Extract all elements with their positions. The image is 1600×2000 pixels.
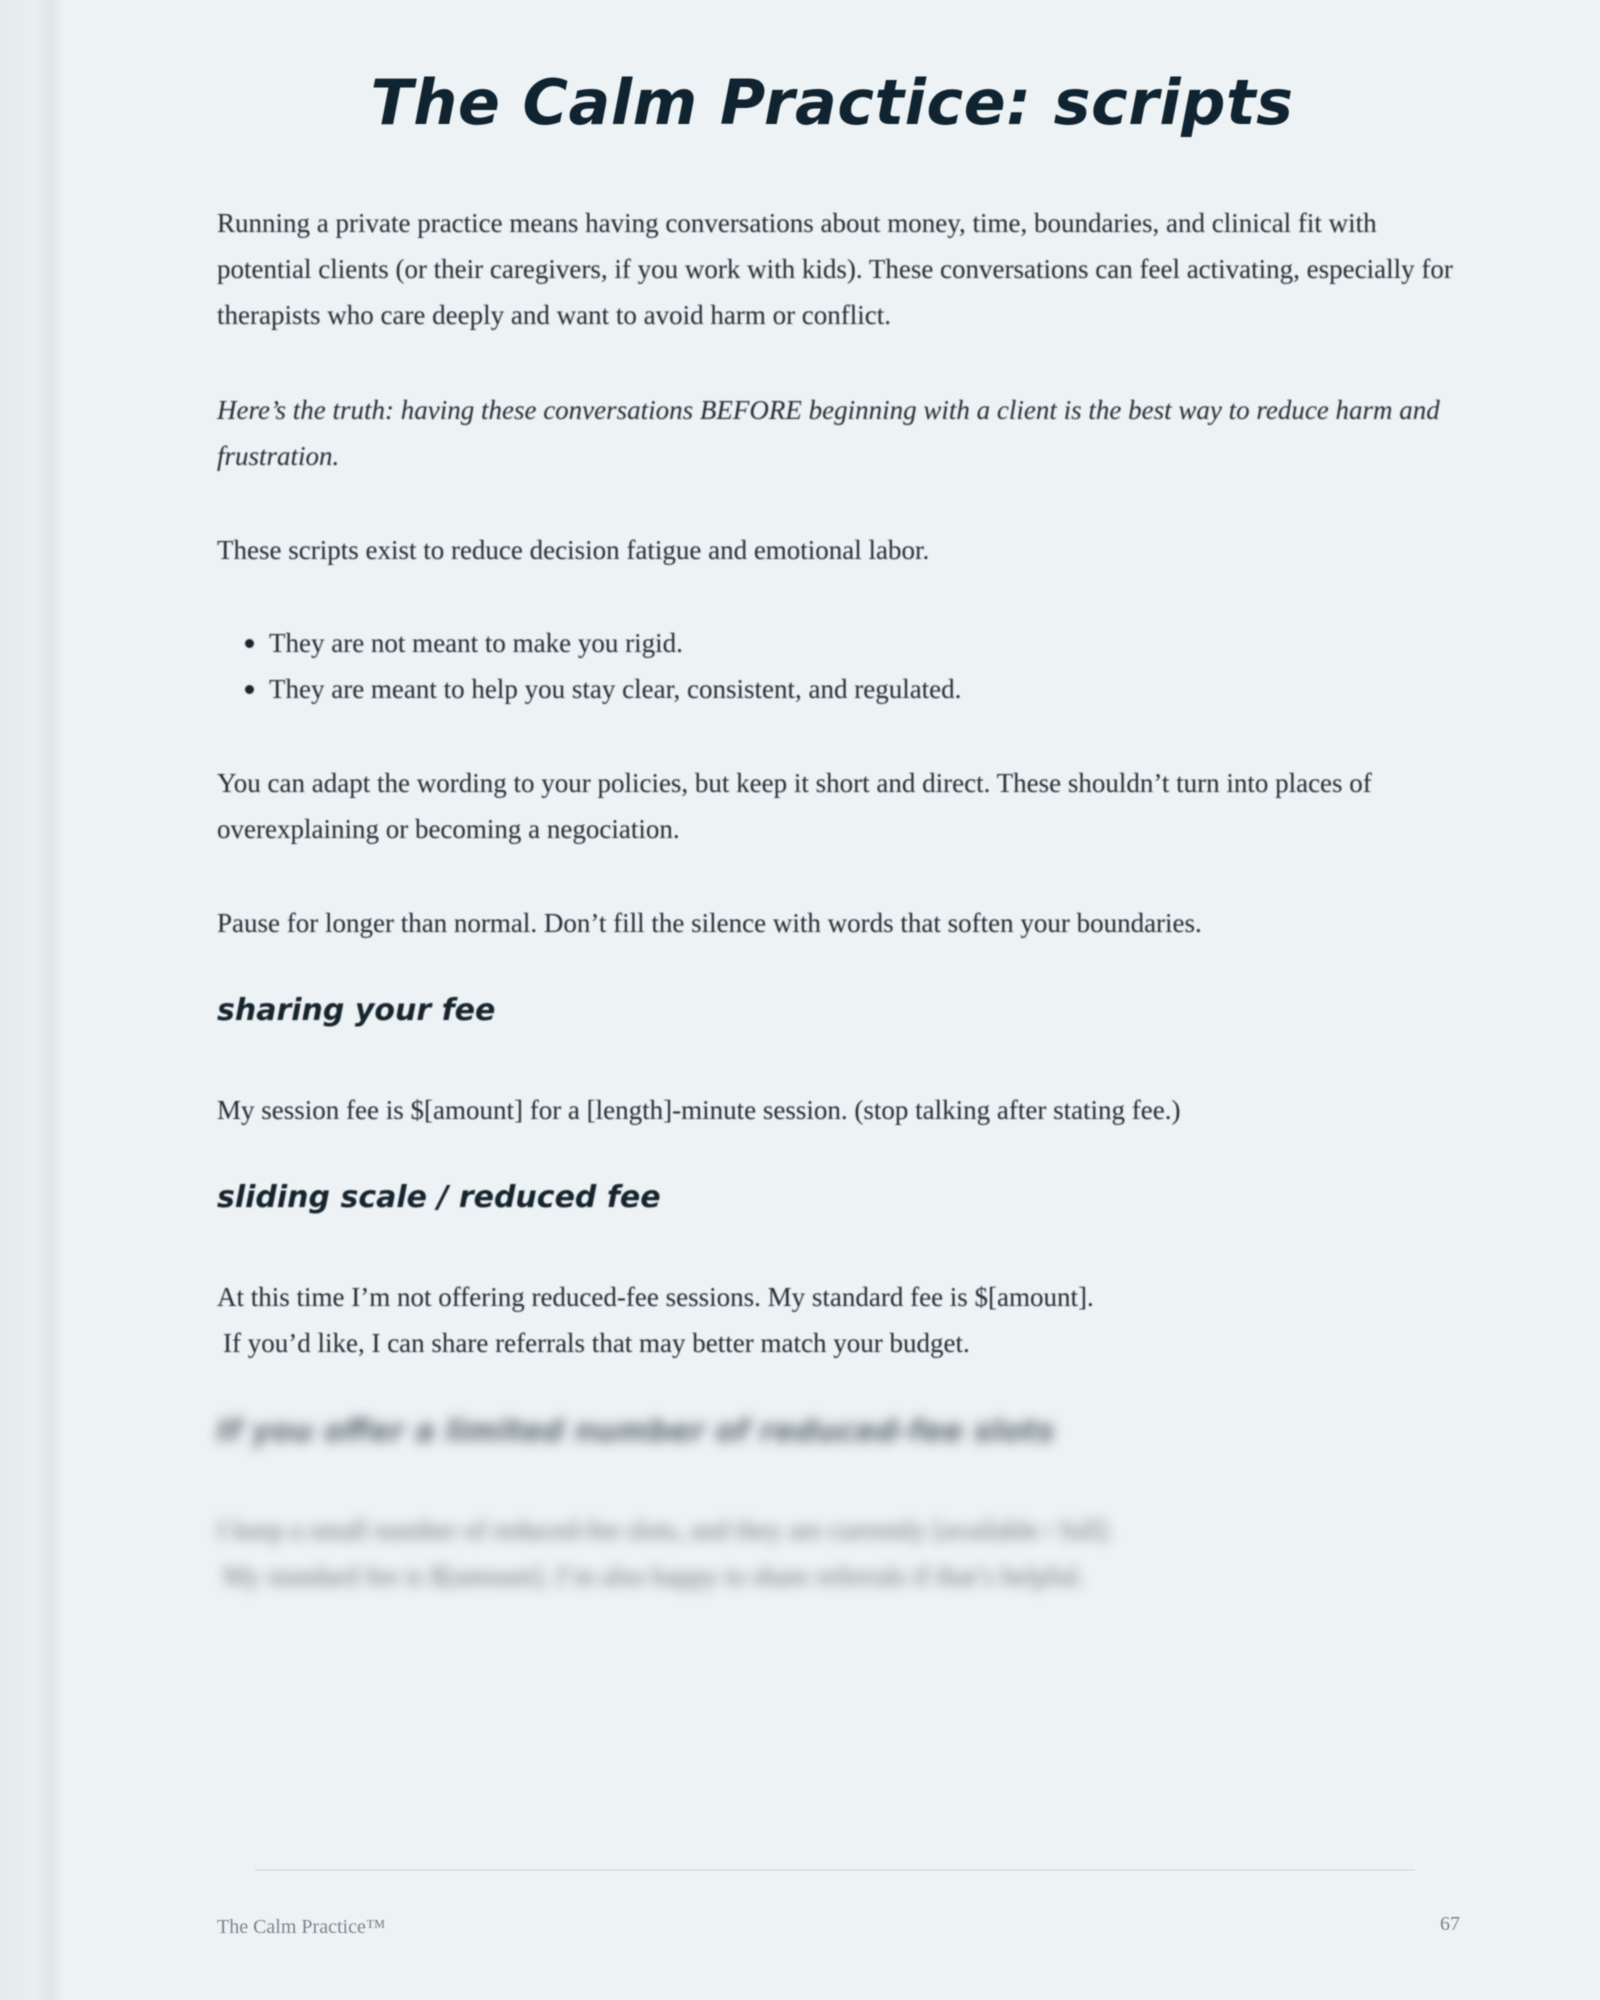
bullet-text: They are not meant to make you rigid.: [269, 628, 683, 658]
pause-paragraph: Pause for longer than normal. Don’t fill the silence with words that soften your boundaries.: [217, 908, 1202, 938]
reduced-slots-script-line-2: My standard fee is $[amount]. I’m also happy to share referrals if that’s helpful.: [223, 1561, 1085, 1591]
sharing-fee-script: My session fee is $[amount] for a [length]-minute session. (stop talking after stating fee.): [217, 1095, 1181, 1125]
purpose-paragraph: These scripts exist to reduce decision fatigue and emotional labor.: [217, 535, 930, 565]
footer-brand: The Calm Practice™: [217, 1916, 386, 1938]
bullet-icon: [245, 685, 254, 694]
bullet-icon: [245, 639, 254, 648]
bullet-text: They are meant to help you stay clear, consistent, and regulated.: [269, 674, 962, 704]
adapt-paragraph: You can adapt the wording to your policies, but keep it short and direct. These shouldn’t turn into places of overexplaining or becoming a negociation.: [217, 768, 1372, 844]
sliding-scale-script-line-1: At this time I’m not offering reduced-fee sessions. My standard fee is $[amount].: [217, 1282, 1094, 1312]
list-item: [217, 620, 1457, 666]
purpose-bullet-list: [217, 620, 1457, 712]
section-heading-sliding-scale: sliding scale / reduced fee: [217, 1180, 661, 1215]
section-heading-reduced-slots: If you offer a limited number of reduced-fee slots: [217, 1414, 1055, 1449]
reduced-slots-script-line-1: I keep a small number of reduced-fee slots, and they are currently [available / full].: [217, 1515, 1114, 1545]
sliding-scale-script-line-2: If you’d like, I can share referrals that may better match your budget.: [223, 1328, 970, 1358]
page-binding-shadow: [0, 0, 64, 2000]
section-heading-sharing-fee: sharing your fee: [217, 993, 496, 1028]
truth-paragraph: Here’s the truth: having these conversations BEFORE beginning with a client is the best way to reduce harm and frustration.: [217, 395, 1440, 471]
list-item: [217, 666, 1457, 712]
intro-paragraph: Running a private practice means having conversations about money, time, boundaries, and clinical fit with potential clients (or their caregivers, if you work with kids). These conversations can feel activating, especially for therapists who care deeply and want to avoid harm or conflict.: [217, 208, 1453, 330]
footer-divider: [255, 1869, 1415, 1871]
page-title: The Calm Practice: scripts: [370, 66, 1294, 139]
page-number: 67: [1440, 1913, 1460, 1935]
